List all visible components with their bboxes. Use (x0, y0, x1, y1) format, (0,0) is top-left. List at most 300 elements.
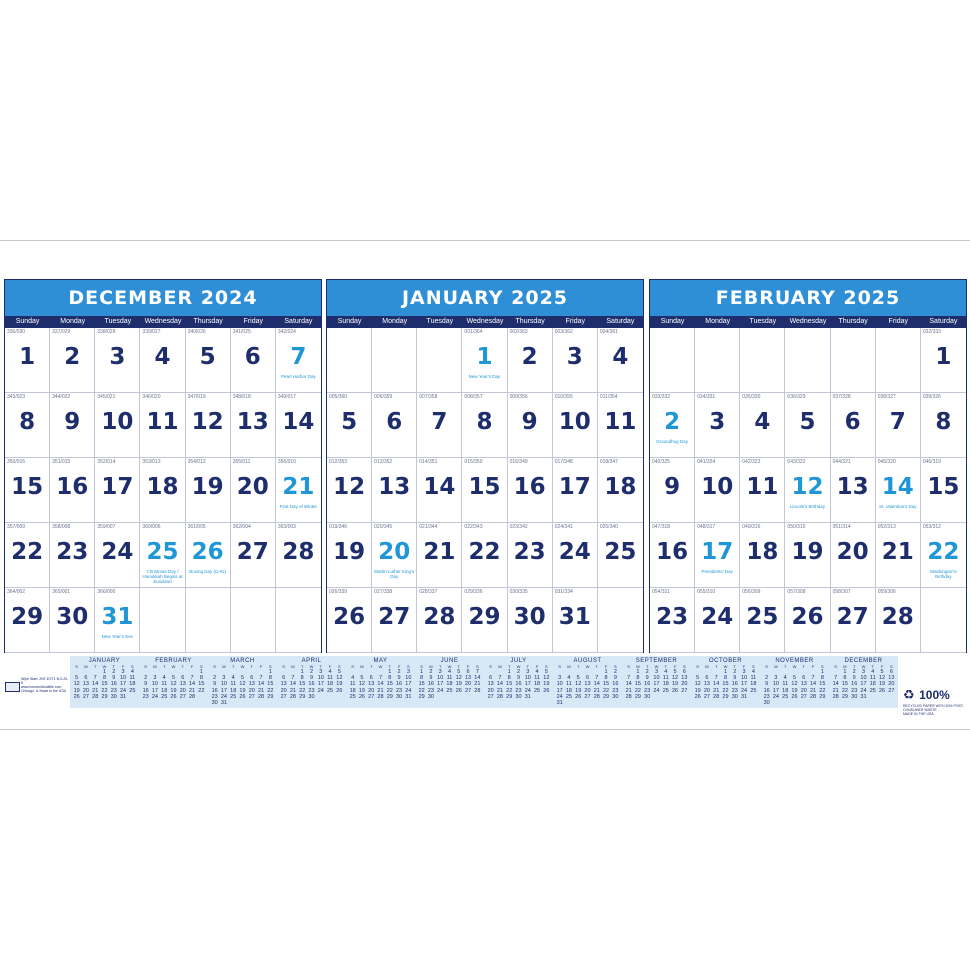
julian-date: 355/011 (232, 459, 251, 465)
julian-date: 039/326 (922, 394, 941, 400)
mini-day-number: 14 (258, 681, 265, 688)
mini-day-number: 8 (300, 675, 304, 682)
julian-date: 047/318 (652, 524, 671, 530)
mini-day-number: 20 (179, 687, 186, 694)
mini-day-number: 23 (142, 693, 149, 700)
julian-date: 036/329 (787, 394, 806, 400)
mini-day-number: 13 (584, 681, 591, 688)
mini-day-number: 21 (496, 687, 503, 694)
julian-date: 014/351 (419, 459, 438, 465)
mini-day-number: 8 (420, 675, 424, 682)
weekday-label: Tuesday (104, 318, 132, 325)
day-number: 9 (64, 409, 81, 435)
mini-day-number: 12 (239, 681, 246, 688)
mini-day-number: 24 (437, 687, 444, 694)
product-info-line: www.houseofdoolittle.com (21, 685, 62, 689)
day-cell (372, 458, 417, 523)
julian-date: 345/021 (97, 394, 116, 400)
mini-weekday-letter: S (558, 664, 561, 669)
mini-day-grid (210, 669, 275, 706)
julian-date: 028/337 (419, 589, 438, 595)
holiday-label: Presidents' Day (701, 569, 733, 574)
mini-day-number: 20 (280, 687, 287, 694)
julian-date: 027/338 (374, 589, 393, 595)
mini-day-number: 16 (515, 681, 522, 688)
julian-date: 054/311 (652, 589, 670, 595)
julian-date: 023/342 (509, 524, 528, 530)
day-number: 15 (927, 474, 960, 500)
mini-day-number: 5 (880, 669, 884, 675)
julian-date: 008/357 (464, 394, 483, 400)
mini-day-number: 13 (487, 681, 494, 688)
mini-day-number: 29 (418, 693, 425, 700)
mini-month (415, 656, 484, 708)
day-cell (95, 458, 140, 523)
top-rule (0, 240, 970, 241)
mini-day-number: 11 (566, 681, 572, 688)
day-number: 17 (101, 474, 134, 500)
day-cell (95, 393, 140, 458)
mini-weekday-letter: F (190, 664, 194, 669)
mini-day-number: 17 (405, 681, 412, 688)
weekday-label: Thursday (515, 318, 545, 325)
mini-day-number: 3 (526, 669, 530, 675)
day-cell (140, 523, 185, 588)
mini-weekday-letter: M (291, 664, 295, 669)
mini-day-number: 20 (248, 687, 255, 694)
mini-day-number: 1 (843, 669, 847, 675)
mini-day-number: 20 (82, 687, 89, 694)
mini-weekday-letter: S (338, 664, 341, 669)
mini-day-number: 12 (358, 681, 365, 688)
mini-day-number: 2 (516, 669, 521, 675)
mini-day-number: 23 (110, 687, 117, 694)
mini-day-number: 14 (810, 681, 817, 688)
empty-day-cell (327, 328, 372, 393)
mini-day-number: 1 (388, 669, 392, 675)
julian-date: 041/324 (697, 459, 716, 465)
julian-date: 338/028 (97, 329, 116, 335)
julian-date: 337/029 (52, 329, 71, 335)
day-number: 7 (889, 409, 906, 435)
mini-day-number: 20 (800, 687, 807, 694)
mini-month (691, 656, 760, 708)
day-number: 12 (191, 409, 224, 435)
julian-date: 013/352 (374, 459, 393, 465)
day-cell (50, 458, 95, 523)
mini-day-number: 8 (723, 675, 728, 682)
mini-day-number: 31 (741, 693, 748, 700)
day-number: 23 (656, 604, 689, 630)
month-panel-february (649, 279, 967, 653)
mini-day-number: 6 (489, 675, 493, 682)
mini-weekday-letter: T (733, 664, 736, 669)
mini-day-number: 7 (93, 675, 97, 682)
day-number: 14 (423, 474, 456, 500)
mini-day-number: 8 (102, 675, 107, 682)
day-number: 8 (19, 409, 36, 435)
mini-day-number: 11 (230, 681, 237, 688)
mini-month (208, 656, 277, 708)
day-number: 6 (244, 344, 261, 370)
mini-day-number: 9 (429, 675, 433, 682)
recycle-badge (903, 686, 967, 716)
day-cell (508, 523, 553, 588)
day-number: 4 (754, 409, 771, 435)
mini-day-number: 22 (819, 687, 826, 694)
mini-day-number: 24 (860, 687, 867, 694)
product-info-line: Chicago, IL Made in the USA (21, 689, 67, 693)
mini-day-number: 21 (474, 681, 481, 688)
mini-weekday-letter: S (200, 664, 203, 669)
mini-day-number: 28 (474, 687, 481, 694)
weekday-label: Wednesday (144, 318, 182, 325)
mini-day-number: 13 (465, 675, 472, 682)
mini-day-number: 19 (239, 687, 246, 694)
day-number: 16 (656, 539, 689, 565)
mini-day-number: 23 (211, 693, 218, 700)
mini-day-grid (141, 669, 206, 700)
mini-month-name: JULY (510, 658, 527, 664)
weekday-header (327, 316, 643, 328)
mini-day-number: 1 (102, 669, 107, 675)
mini-day-number: 17 (317, 681, 324, 688)
julian-date: 360/006 (142, 524, 161, 530)
mini-day-number: 9 (765, 681, 769, 688)
mini-day-number: 6 (802, 675, 806, 682)
mini-day-number: 12 (543, 675, 550, 682)
mini-day-number: 25 (129, 687, 136, 694)
mini-day-number: 6 (585, 675, 590, 682)
mini-day-number: 29 (634, 693, 641, 700)
julian-date: 018/347 (599, 459, 618, 465)
weekday-label: Wednesday (466, 318, 504, 325)
julian-date: 347/019 (187, 394, 206, 400)
mini-day-number: 7 (627, 675, 631, 682)
empty-day-cell (186, 588, 231, 653)
mini-day-number: 30 (396, 693, 403, 700)
julian-date: 057/308 (787, 589, 806, 595)
julian-date: 350/016 (7, 459, 26, 465)
day-number: 27 (378, 604, 411, 630)
day-number: 25 (746, 604, 779, 630)
day-cell (462, 458, 507, 523)
recycle-note-line: MADE IN THE USA (903, 712, 934, 716)
mini-day-number: 17 (556, 687, 563, 694)
mini-day-number: 8 (388, 675, 392, 682)
mini-weekday-letter: F (742, 664, 746, 669)
day-cell (327, 458, 372, 523)
mini-month-name: AUGUST (573, 658, 602, 664)
mini-day-number: 29 (841, 693, 848, 700)
mini-day-number: 27 (465, 687, 472, 694)
julian-date: 365/001 (52, 589, 71, 595)
mini-day-number: 10 (524, 675, 531, 682)
year-at-a-glance-strip (5, 656, 967, 716)
day-grid (650, 328, 966, 653)
mini-day-number: 24 (151, 693, 158, 700)
julian-date: 354/012 (187, 459, 206, 465)
mini-day-number: 19 (336, 681, 343, 688)
mini-day-number: 6 (705, 675, 709, 682)
mini-day-number: 28 (496, 693, 503, 700)
mini-weekday-letter: W (654, 664, 659, 669)
mini-weekday-letter: S (75, 664, 78, 669)
julian-date: 358/008 (52, 524, 71, 530)
day-number: 5 (799, 409, 816, 435)
mini-weekday-letter: T (714, 664, 718, 669)
mini-day-number: 25 (327, 687, 334, 694)
julian-date: 046/319 (922, 459, 941, 465)
day-number: 29 (468, 604, 501, 630)
mini-day-number: 4 (783, 675, 787, 682)
mini-day-grid (417, 669, 482, 700)
mini-weekday-letter: T (231, 664, 235, 669)
julian-date: 010/355 (554, 394, 573, 400)
julian-date: 021/344 (419, 524, 438, 530)
day-cell (876, 523, 921, 588)
julian-date: 341/025 (232, 329, 251, 335)
mini-day-number: 16 (612, 681, 619, 688)
mini-day-number: 22 (506, 687, 513, 694)
mini-day-number: 19 (879, 681, 886, 688)
empty-day-cell (876, 328, 921, 393)
mini-day-number: 13 (248, 681, 255, 688)
mini-weekday-letter: T (181, 664, 184, 669)
mini-day-number: 13 (703, 681, 710, 688)
mini-day-number: 5 (240, 675, 245, 682)
mini-day-number: 17 (151, 687, 158, 694)
mini-weekday-letter: S (765, 664, 768, 669)
mini-weekday-letter: T (319, 664, 322, 669)
mini-day-number: 4 (351, 675, 355, 682)
mini-day-number: 18 (869, 681, 876, 688)
julian-date: 353/013 (142, 459, 161, 465)
mini-day-number: 15 (603, 681, 610, 688)
mini-day-number: 25 (750, 687, 757, 694)
julian-date: 026/339 (329, 589, 348, 595)
mini-weekday-letter: S (213, 664, 216, 669)
mini-month-name: DECEMBER (844, 658, 883, 664)
mini-day-number: 26 (455, 687, 462, 694)
day-cell (508, 393, 553, 458)
mini-weekday-letter: M (153, 664, 157, 669)
day-cell (186, 393, 231, 458)
day-cell (5, 588, 50, 653)
mini-day-number: 21 (258, 687, 265, 694)
empty-day-cell (921, 588, 966, 653)
mini-weekday-letter: S (821, 664, 824, 669)
day-cell (140, 393, 185, 458)
mini-month (139, 656, 208, 708)
day-number: 31 (558, 604, 591, 630)
day-cell (785, 588, 830, 653)
mini-day-number: 6 (682, 669, 686, 675)
day-number: 10 (701, 474, 734, 500)
julian-date: 007/358 (419, 394, 438, 400)
day-number: 3 (566, 344, 583, 370)
mini-day-number: 14 (92, 681, 99, 688)
mini-day-number: 3 (861, 669, 866, 675)
mini-day-number: 20 (888, 681, 895, 688)
julian-date: 364/002 (7, 589, 26, 595)
mini-day-number: 31 (556, 700, 563, 707)
mini-weekday-letter: T (526, 664, 529, 669)
weekday-label: Saturday (284, 318, 313, 325)
day-cell (650, 523, 695, 588)
mini-day-number: 24 (220, 693, 227, 700)
mini-day-number: 31 (860, 693, 867, 700)
day-number: 18 (146, 474, 179, 500)
julian-date: 349/017 (277, 394, 296, 400)
day-number: 9 (664, 474, 681, 500)
day-cell (921, 523, 966, 588)
mini-day-number: 23 (851, 687, 858, 694)
mini-day-number: 16 (851, 681, 858, 688)
mini-day-number: 4 (871, 669, 875, 675)
mini-day-number: 5 (696, 675, 700, 682)
mini-weekday-letter: S (683, 664, 686, 669)
month-title: DECEMBER 2024 (5, 280, 321, 316)
day-cell (831, 523, 876, 588)
mini-day-number: 1 (604, 669, 608, 675)
day-cell (417, 523, 462, 588)
day-cell (50, 588, 95, 653)
mini-day-number: 25 (161, 693, 168, 700)
mini-weekday-letter: S (752, 664, 755, 669)
mini-day-number: 22 (267, 687, 274, 694)
day-number: 5 (341, 409, 358, 435)
mini-weekday-letter: W (171, 664, 176, 669)
mini-weekday-letter: S (351, 664, 354, 669)
mini-day-number: 28 (92, 693, 99, 700)
mini-day-number: 26 (358, 693, 365, 700)
mini-day-number: 11 (349, 681, 356, 688)
day-number: 18 (604, 474, 637, 500)
mini-weekday-letter: T (871, 664, 874, 669)
day-number: 28 (881, 604, 914, 630)
mini-day-number: 5 (544, 669, 548, 675)
mini-day-number: 11 (750, 675, 757, 682)
mini-day-number: 22 (722, 687, 729, 694)
mini-day-number: 6 (369, 675, 373, 682)
mini-day-number: 28 (625, 693, 632, 700)
mini-day-number: 6 (181, 675, 185, 682)
mini-day-number: 15 (722, 681, 729, 688)
mini-month-bar (70, 656, 898, 708)
julian-date: 025/340 (599, 524, 618, 530)
day-number: 25 (146, 539, 179, 565)
mini-day-number: 31 (405, 693, 412, 700)
mini-day-number: 19 (455, 681, 462, 688)
mini-weekday-letter: M (567, 664, 571, 669)
mini-day-number: 7 (811, 675, 815, 682)
mini-day-number: 24 (120, 687, 127, 694)
weekday-label: Friday (888, 318, 908, 325)
mini-weekday-letter: T (300, 664, 304, 669)
day-cell (186, 328, 231, 393)
mini-day-number: 20 (584, 687, 591, 694)
mini-day-number: 1 (199, 669, 203, 675)
day-cell (831, 393, 876, 458)
mini-day-number: 9 (733, 675, 737, 682)
product-info (21, 677, 69, 693)
mini-day-number: 17 (772, 687, 779, 694)
julian-date: 362/004 (232, 524, 251, 530)
julian-date: 344/022 (52, 394, 71, 400)
day-number: 25 (604, 539, 637, 565)
mini-day-number: 24 (741, 687, 748, 694)
weekday-label: Saturday (929, 318, 958, 325)
day-cell (650, 393, 695, 458)
mini-weekday-letter: T (664, 664, 667, 669)
holiday-label: Lincoln's Birthday (789, 504, 826, 509)
julian-date: 056/309 (742, 589, 761, 595)
mini-day-number: 3 (319, 669, 323, 675)
mini-day-number: 14 (593, 681, 600, 688)
julian-date: 342/024 (277, 329, 296, 335)
mini-weekday-letter: T (595, 664, 598, 669)
mini-month (622, 656, 691, 708)
mini-month-name: SEPTEMBER (635, 658, 678, 664)
mini-day-number: 25 (349, 693, 356, 700)
mini-day-number: 16 (763, 687, 770, 694)
mini-day-number: 2 (309, 669, 314, 675)
mini-day-number: 16 (142, 687, 149, 694)
mini-day-number: 4 (751, 669, 755, 675)
mini-day-number: 21 (92, 687, 99, 694)
mini-day-number: 13 (888, 675, 895, 682)
mini-day-number: 2 (213, 675, 217, 682)
mini-day-number: 9 (613, 675, 617, 682)
weekday-label: Sunday (660, 318, 685, 325)
mini-day-number: 23 (644, 687, 651, 694)
mini-weekday-letter: T (162, 664, 166, 669)
mini-day-number: 26 (791, 693, 798, 700)
mini-day-number: 27 (681, 687, 688, 694)
mini-day-number: 8 (820, 675, 824, 682)
mini-day-number: 22 (634, 687, 641, 694)
mini-day-number: 7 (834, 675, 838, 682)
mini-weekday-letter: T (388, 664, 391, 669)
weekday-label: Monday (60, 318, 86, 325)
julian-date: 002/363 (509, 329, 528, 335)
day-number: 22 (468, 539, 501, 565)
day-number: 12 (791, 474, 824, 500)
mini-day-number: 26 (879, 687, 886, 694)
mini-day-number: 25 (782, 693, 789, 700)
mini-day-number: 2 (765, 675, 769, 682)
julian-date: 049/316 (742, 524, 761, 530)
mini-day-number: 18 (161, 687, 168, 694)
day-cell (5, 523, 50, 588)
mini-day-number: 4 (231, 675, 235, 682)
weekday-label: Friday (565, 318, 585, 325)
mini-day-number: 3 (121, 669, 125, 675)
day-number: 31 (101, 604, 134, 630)
mini-day-number: 19 (791, 687, 798, 694)
mini-day-number: 30 (110, 693, 117, 700)
mini-day-number: 11 (327, 675, 333, 682)
empty-day-cell (372, 328, 417, 393)
mini-day-number: 14 (713, 681, 720, 688)
day-number: 12 (333, 474, 366, 500)
mini-day-number: 17 (524, 681, 531, 688)
mini-day-number: 19 (73, 687, 80, 694)
day-number: 14 (282, 409, 315, 435)
month-panel-december (4, 279, 322, 653)
mini-month (553, 656, 622, 708)
